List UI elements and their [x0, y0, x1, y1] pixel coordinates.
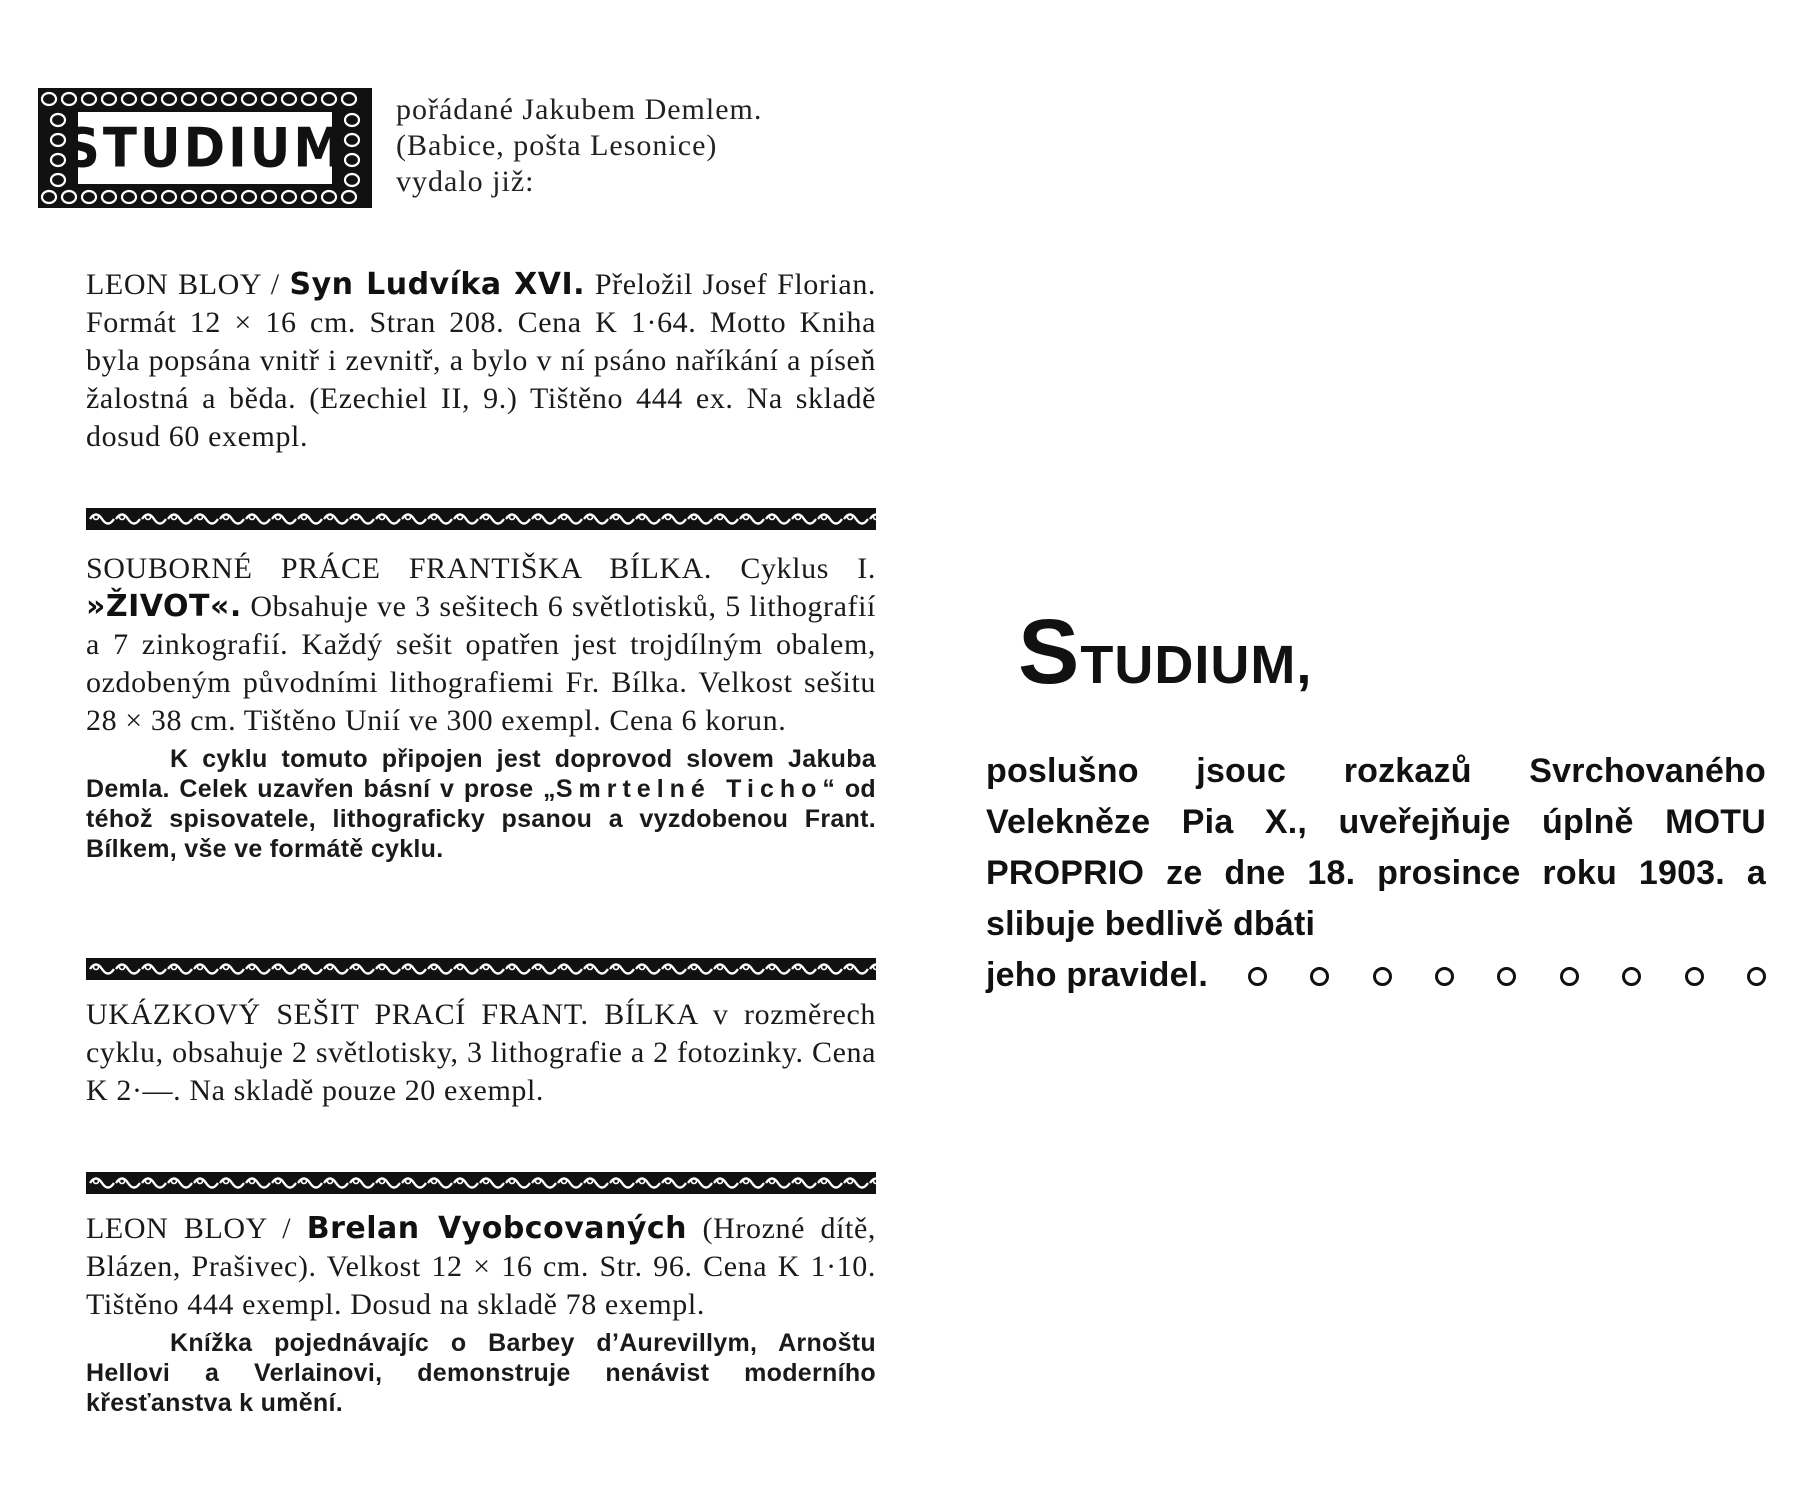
dot-ornament-icon: [1747, 967, 1766, 986]
note-poem-title: Smrtelné Ticho: [555, 775, 823, 803]
dot-ornament-icon: [1622, 967, 1641, 986]
entry-text: [86, 550, 876, 740]
entry-title: »ŽIVOT«.: [86, 589, 242, 624]
dot-ornament-icon: [1560, 967, 1579, 986]
announcement-last-words: jeho pravidel.: [986, 956, 1208, 994]
catalog-entry-zivot: [86, 550, 876, 864]
entry-text: [86, 1210, 876, 1324]
title-rest: TUDIUM,: [1080, 635, 1313, 695]
entry-note: Knížka pojednávajíc o Barbey d’Aurevillym, Arnoštu Hellovi a Verlainovi, demonstruje nenávist moderního křesťanstva k umění.: [86, 1329, 876, 1417]
ornament-divider: [86, 958, 876, 980]
entry-note: [86, 744, 876, 864]
dot-ornament-icon: [1497, 967, 1516, 986]
entry-text: [86, 266, 876, 456]
entry-description: Obsahuje ve 3 sešitech 6 světlotisků, 5 lithografií a 7 zinkografií. Každý sešit opatřen jest trojdílným obalem, ozdobeným původními lithografiemi Fr. Bílka. Velkost sešitu 28 × 38 cm. Tištěno Unií ve 300 exempl. Cena 6 korun.: [86, 590, 876, 737]
ornament-divider: [86, 1172, 876, 1194]
entry-description: UKÁZKOVÝ SEŠIT PRACÍ FRANT. BÍLKA v rozměrech cyklu, obsahuje 2 světlotisky, 3 lithografie a 2 fotozinky. Cena K 2·—. Na skladě pouze 20 exempl.: [86, 998, 876, 1107]
publisher-info: [396, 92, 876, 200]
publisher-line: pořádané Jakubem Demlem.: [396, 93, 763, 126]
dot-ornament-icon: [1248, 967, 1267, 986]
announcement-title: [1018, 601, 1313, 703]
entry-author: LEON BLOY /: [86, 268, 280, 301]
publisher-line: (Babice, pošta Lesonice): [396, 129, 718, 162]
dot-ornament-icon: [1310, 967, 1329, 986]
ornament-divider: [86, 508, 876, 530]
announcement-body: poslušno jsouc rozkazů Svrchovaného Velekněze Pia X., uveřejňuje úplně MOTU PROPRIO ze dne 18. prosince roku 1903. a slibuje bedlivě dbáti: [986, 752, 1766, 943]
entry-title: Syn Ludvíka XVI.: [289, 267, 586, 302]
note-text: “ od téhož spisovatele, lithograficky psanou a vyzdobenou Frant. Bílkem, vše ve formátě cyklu.: [86, 775, 876, 863]
entry-title: Brelan Vyobcovaných: [306, 1211, 688, 1246]
announcement-last-line: [986, 950, 1766, 1001]
entry-heading: SOUBORNÉ PRÁCE FRANTIŠKA BÍLKA. Cyklus I.: [86, 552, 876, 585]
title-initial: S: [1018, 601, 1081, 703]
entry-description: (Hrozné dítě, Blázen, Prašivec). Velkost 12 × 16 cm. Str. 96. Cena K 1·10. Tištěno 444 exempl. Dosud na skladě 78 exempl.: [86, 1212, 876, 1321]
catalog-entry-syn-ludvika: [86, 266, 876, 456]
announcement-text: [986, 746, 1766, 1001]
note-text: K cyklu tomuto připojen jest doprovod slovem Jakuba Demla. Celek uzavřen básní v prose „: [86, 745, 876, 803]
dot-ornament-icon: [1685, 967, 1704, 986]
studium-logo: [38, 88, 372, 208]
catalog-entry-ukazkovy-sesit: [86, 996, 876, 1110]
logo-word: STUDIUM: [63, 116, 347, 180]
ornament-dots: [1248, 967, 1766, 986]
publisher-line: vydalo již:: [396, 165, 535, 198]
entry-author: LEON BLOY /: [86, 1212, 292, 1245]
catalog-entry-brelan: [86, 1210, 876, 1418]
entry-description: Přeložil Josef Florian. Formát 12 × 16 cm. Stran 208. Cena K 1·64. Motto Kniha byla popsána vnitř i zevnitř, a bylo v ní psáno naříkání a píseň žalostná a běda. (Ezechiel II, 9.) Tištěno 444 ex. Na skladě dosud 60 exempl.: [86, 268, 877, 453]
dot-ornament-icon: [1435, 967, 1454, 986]
dot-ornament-icon: [1373, 967, 1392, 986]
